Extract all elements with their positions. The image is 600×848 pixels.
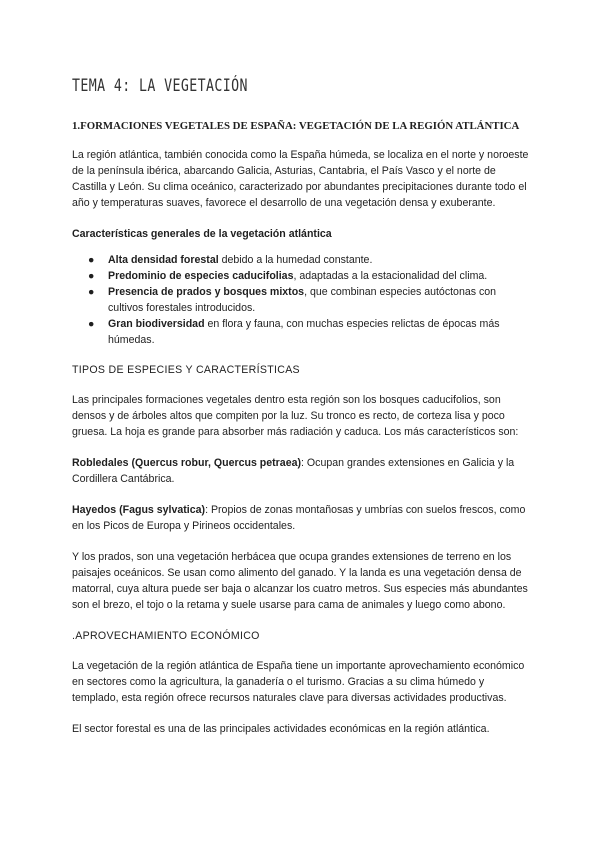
hayedos-term: Hayedos (Fagus sylvatica) [72, 504, 206, 516]
list-item-bold: Alta densidad forestal [108, 254, 219, 266]
forestal-paragraph: El sector forestal es una de las principales actividades económicas en la región atlántica. [72, 723, 490, 735]
robledales-paragraph [72, 455, 532, 487]
list-item [88, 252, 532, 268]
list-item-text: en flora y fauna, con muchas especies relictas de épocas más húmedas. [108, 318, 500, 346]
bullet-icon: ● [88, 318, 95, 330]
list-item [88, 268, 532, 284]
bullet-icon: ● [88, 286, 95, 298]
list-item-text: , adaptadas a la estacionalidad del clima. [293, 270, 488, 282]
prados-paragraph: Y los prados, son una vegetación herbácea que ocupa grandes extensiones de terreno en los paisajes oceánicos. Se usan como alimento del ganado. Y la landa es una vegetación densa de matorral, cuya altura puede ser baja o alcanzar los cuatro metros. Sus especies más abundantes son el brezo, el tojo o la retama y suele usarse para cama de animales y luego como abono. [72, 551, 528, 611]
aprovechamiento-paragraph: La vegetación de la región atlántica de España tiene un importante aprovechamiento económico en sectores como la agricultura, la ganadería o el turismo. Gracias a su clima húmedo y templado, esta región ofrece recursos naturales clave para diversas actividades productivas. [72, 660, 525, 704]
robledales-text: : Ocupan grandes extensiones en Galicia y la Cordillera Cantábrica. [72, 457, 515, 485]
document-content [72, 72, 532, 752]
list-item-bold: Presencia de prados y bosques mixtos [108, 286, 305, 298]
list-item [88, 284, 532, 316]
characteristics-heading: Características generales de la vegetación atlántica [72, 228, 332, 240]
list-item-text: , que combinan especies autóctonas con cultivos forestales introducidos. [108, 286, 497, 314]
bullet-icon: ● [88, 270, 95, 282]
list-item-text: debido a la humedad constante. [218, 254, 373, 266]
robledales-term: Robledales (Quercus robur, Quercus petraea) [72, 457, 302, 469]
bullet-icon: ● [88, 254, 95, 266]
species-heading: TIPOS DE ESPECIES Y CARACTERÍSTICAS [72, 364, 300, 376]
intro-paragraph: La región atlántica, también conocida como la España húmeda, se localiza en el norte y noroeste de la península ibérica, abarcando Galicia, Asturias, Cantabria, el País Vasco y el norte de Castilla y León. Su clima oceánico, caracterizado por abundantes precipitaciones durante todo el año y temperaturas suaves, favorece el desarrollo de una vegetación densa y exuberante. [72, 149, 529, 209]
section-heading: 1.FORMACIONES VEGETALES DE ESPAÑA: VEGETACIÓN DE LA REGIÓN ATLÁNTICA [72, 120, 520, 132]
hayedos-paragraph [72, 502, 532, 534]
species-intro-paragraph: Las principales formaciones vegetales dentro esta región son los bosques caducifolios, son densos y de árboles altos que compiten por la luz. Su tronco es recto, de corteza lisa y poco gruesa. La hoja es grande para absorber más radiación y caduca. Los más característicos son: [72, 394, 519, 438]
hayedos-text: : Propios de zonas montañosas y umbrías con suelos frescos, como en los Picos de Europa y Pirineos occidentales. [72, 504, 526, 532]
list-item-bold: Gran biodiversidad [108, 318, 205, 330]
aprovechamiento-heading: .APROVECHAMIENTO ECONÓMICO [72, 630, 260, 642]
page-title: TEMA 4: LA VEGETACIÓN [72, 76, 248, 96]
list-item [88, 316, 532, 348]
list-item-bold: Predominio de especies caducifolias [108, 270, 294, 282]
characteristics-list [72, 252, 532, 348]
